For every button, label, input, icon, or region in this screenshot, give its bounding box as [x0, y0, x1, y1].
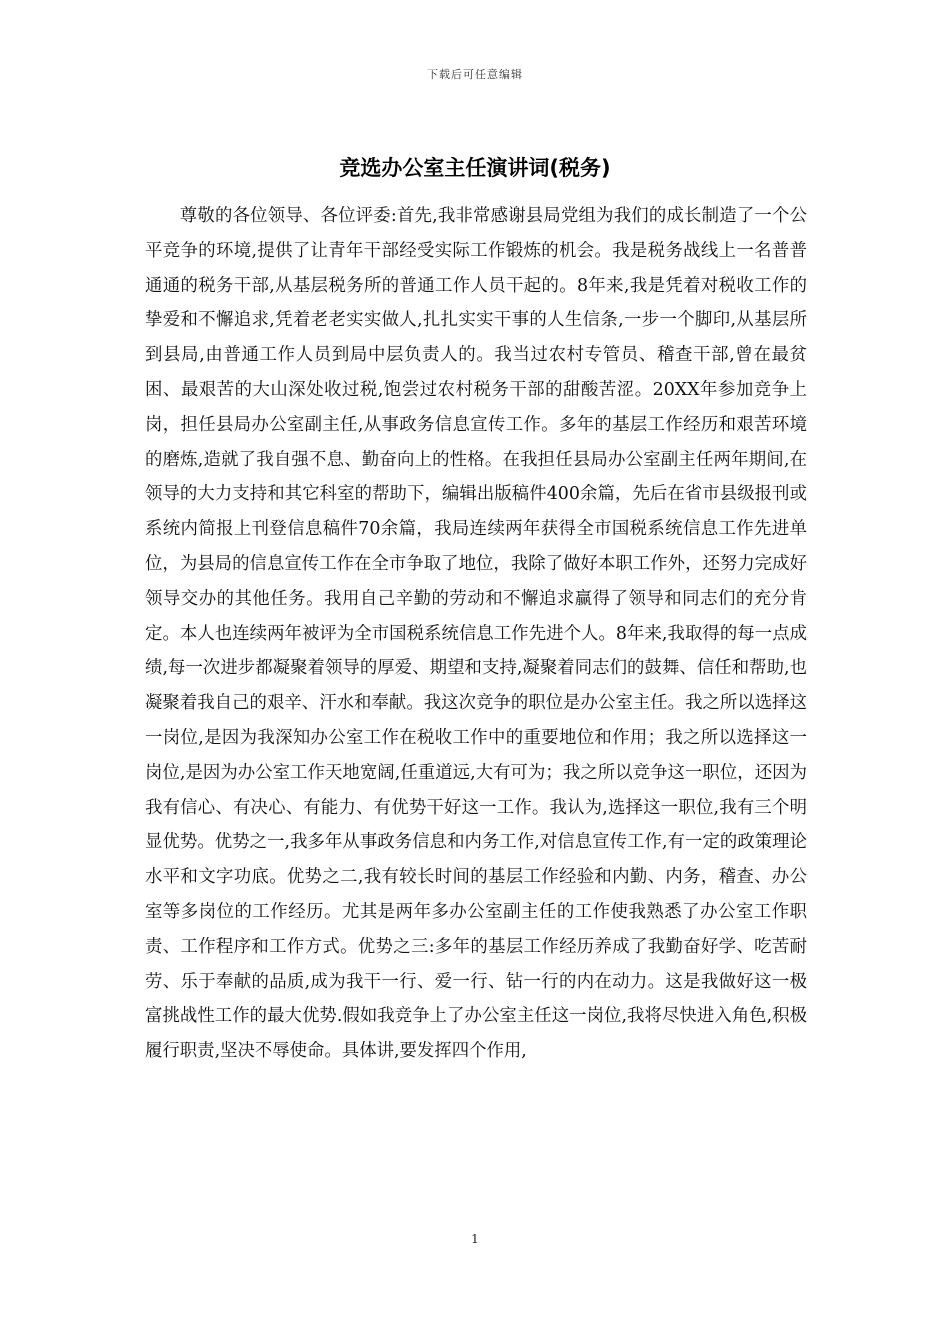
document-body-paragraph: 尊敬的各位领导、各位评委:首先,我非常感谢县局党组为我们的成长制造了一个公平竞争的环境,提供了让青年干部经受实际工作锻炼的机会。我是税务战线上一名普普通通的税务干部,从基层税务所的普通工作人员干起的。8年来,我是凭着对税收工作的挚爱和不懈追求,凭着老老实实做人,扎扎实实干事的人生信条,一步一个脚印,从基层所到县局,由普通工作人员到局中层负责人的。我当过农村专管员、稽查干部,曾在最贫困、最艰苦的大山深处收过税,饱尝过农村税务干部的甜酸苦涩。20XX年参加竞争上岗，担任县局办公室副主任,从事政务信息宣传工作。多年的基层工作经历和艰苦环境的磨炼,造就了我自强不息、勤奋向上的性格。在我担任县局办公室副主任两年期间,在领导的大力支持和其它科室的帮助下，编辑出版稿件400余篇，先后在省市县级报刊或系统内简报上刊登信息稿件70余篇，我局连续两年获得全市国税系统信息工作先进单位，为县局的信息宣传工作在全市争取了地位，我除了做好本职工作外，还努力完成好领导交办的其他任务。我用自己辛勤的劳动和不懈追求赢得了领导和同志们的充分肯定。本人也连续两年被评为全市国税系统信息工作先进个人。8年来,我取得的每一点成绩,每一次进步都凝聚着领导的厚爱、期望和支持,凝聚着同志们的鼓舞、信任和帮助,也凝聚着我自己的艰辛、汗水和奉献。我这次竞争的职位是办公室主任。我之所以选择这一岗位,是因为我深知办公室工作在税收工作中的重要地位和作用；我之所以选择这一岗位,是因为办公室工作天地宽阔,任重道远,大有可为；我之所以竞争这一职位，还因为我有信心、有决心、有能力、有优势干好这一工作。我认为,选择这一职位,我有三个明显优势。优势之一,我多年从事政务信息和内务工作,对信息宣传工作,有一定的政策理论水平和文字功底。优势之二,我有较长时间的基层工作经验和内勤、内务，稽查、办公室等多岗位的工作经历。尤其是两年多办公室副主任的工作使我熟悉了办公室工作职责、工作程序和工作方式。优势之三:多年的基层工作经历养成了我勤奋好学、吃苦耐劳、乐于奉献的品质,成为我干一行、爱一行、钻一行的内在动力。这是我做好这一极富挑战性工作的最大优势.假如我竞争上了办公室主任这一岗位,我将尽快进入角色,积极履行职责,坚决不辱使命。具体讲,要发挥四个作用,	[145, 206, 807, 1062]
page-number: 1	[471, 1232, 479, 1246]
page-header-note: 下载后可任意编辑	[427, 68, 523, 81]
document-title: 竞选办公室主任演讲词(税务)	[339, 156, 611, 180]
